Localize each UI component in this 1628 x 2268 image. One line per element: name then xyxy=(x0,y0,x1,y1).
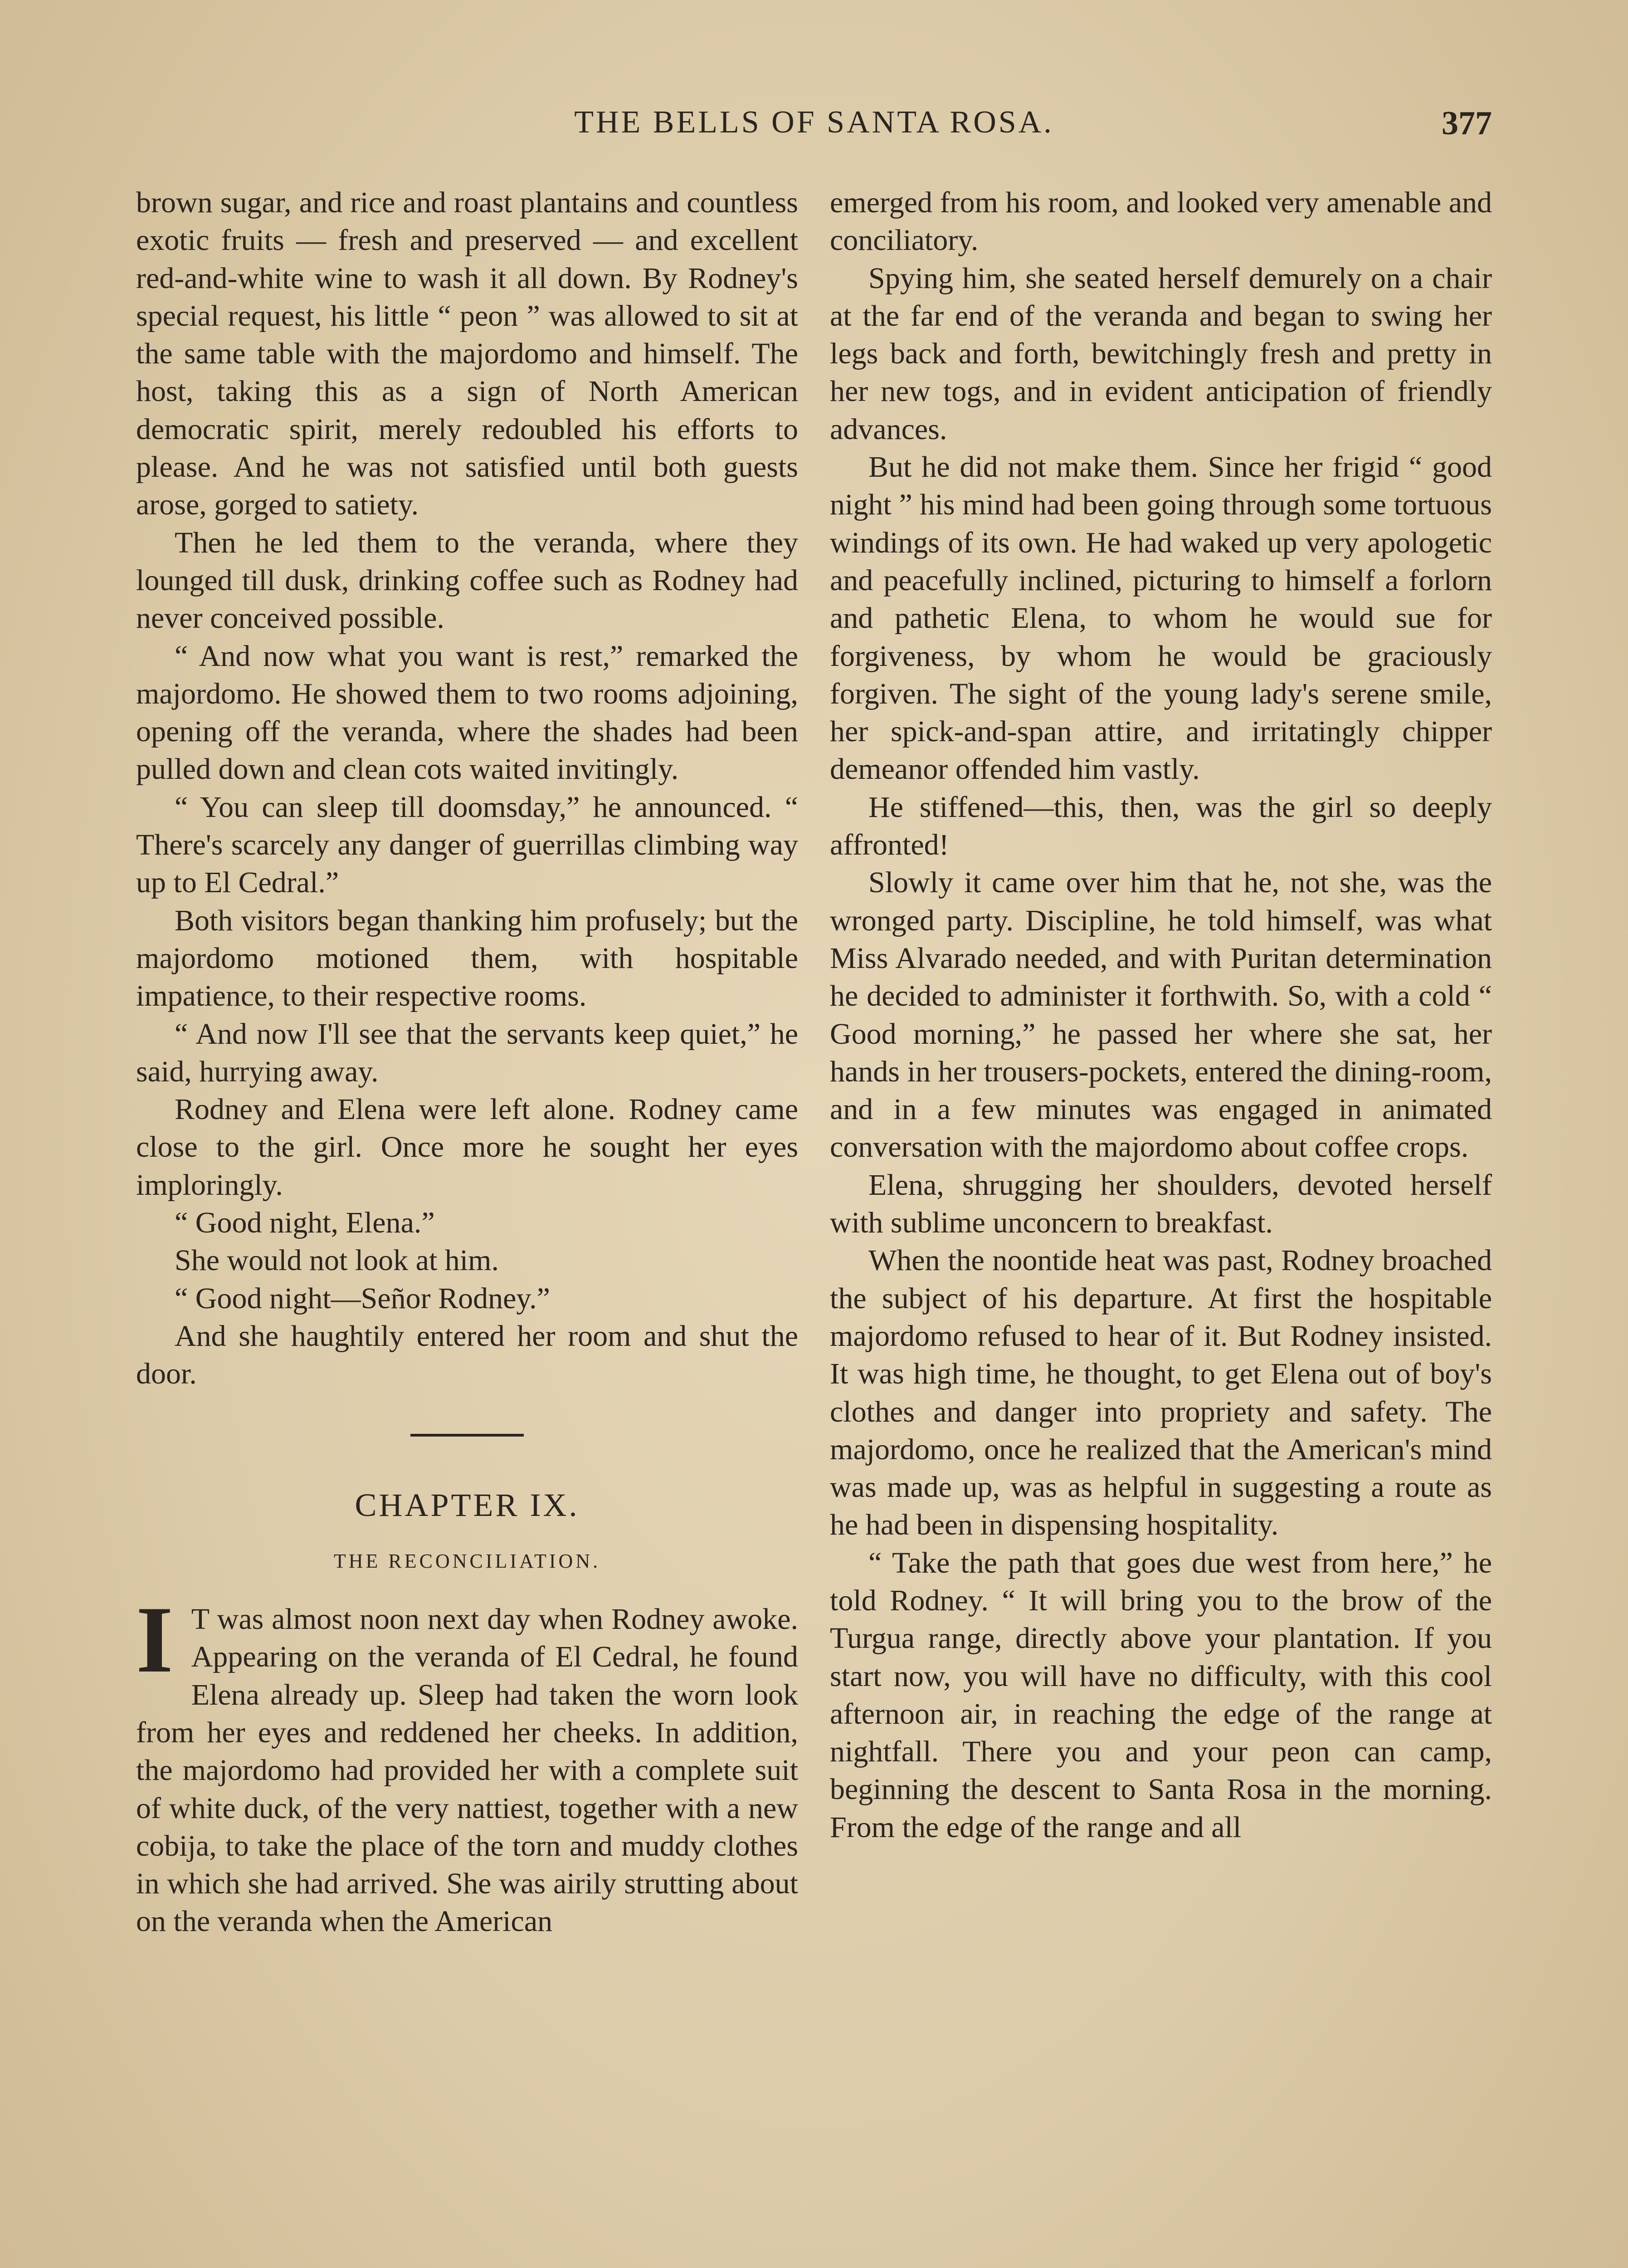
paragraph: “ And now what you want is rest,” remarked the majordomo. He showed them to two rooms adjoining, opening off the veranda, where the shades had been pulled down and clean cots waited invitingly. xyxy=(136,639,798,786)
section-divider xyxy=(410,1434,524,1437)
page-number: 377 xyxy=(1442,105,1492,142)
paragraph: But he did not make them. Since her frigid “ good night ” his mind had been going through some tortuous windings of its own. He had waked up very apologetic and peacefully inclined, picturing to himself a forlorn and pathetic Elena, to whom he would sue for forgiveness, by whom he would be graciously forgiven. The sight of the young lady's serene smile, her spick-and-span attire, and irritatingly chipper demeanor offended him vastly. xyxy=(830,450,1492,786)
left-column xyxy=(136,184,798,1941)
paragraph: emerged from his room, and looked very amenable and conciliatory. xyxy=(830,186,1492,257)
chapter-title: CHAPTER IX. xyxy=(355,1486,580,1523)
paragraph: Both visitors began thanking him profusely; but the majordomo motioned them, with hospitable impatience, to their respective rooms. xyxy=(136,904,798,1013)
paragraph: “ Take the path that goes due west from here,” he told Rodney. “ It will bring you to the brow of the Turgua range, directly above your plantation. If you start now, you will have no difficulty, with this cool afternoon air, in reaching the edge of the range at nightfall. There you and your peon can camp, beginning the descent to Santa Rosa in the morning. From the edge of the range and all xyxy=(830,1546,1492,1844)
paragraph: brown sugar, and rice and roast plantains and countless exotic fruits — fresh and preserved — and excellent red-and-white wine to wash it all down. By Rodney's special request, his little “ peon ” was allowed to sit at the same table with the majordomo and himself. The host, taking this as a sign of North American democratic spirit, merely redoubled his efforts to please. And he was not satisfied until both guests arose, gorged to satiety. xyxy=(136,186,798,522)
paragraph: Spying him, she seated herself demurely on a chair at the far end of the veranda and began to swing her legs back and forth, bewitchingly fresh and pretty in her new togs, and in evident anticipation of friendly advances. xyxy=(830,261,1492,446)
running-title: THE BELLS OF SANTA ROSA. xyxy=(574,105,1054,140)
paragraph: Rodney and Elena were left alone. Rodney came close to the girl. Once more he sought her eyes imploringly. xyxy=(136,1093,798,1202)
chapter-opening-paragraph xyxy=(136,1587,798,1941)
right-column xyxy=(830,184,1492,1846)
chapter-subtitle: THE RECONCILIATION. xyxy=(333,1549,601,1572)
paragraph: Elena, shrugging her shoulders, devoted herself with sublime unconcern to breakfast. xyxy=(830,1168,1492,1240)
running-head xyxy=(136,104,1492,154)
paragraph: He stiffened—this, then, was the girl so deeply affronted! xyxy=(830,790,1492,862)
paragraph: “ Good night, Elena.” xyxy=(175,1206,435,1240)
opening-text: T was almost noon next day when Rodney awoke. Appearing on the veranda of El Cedral, he found Elena already up. Sleep had taken the worn look from her eyes and reddened her cheeks. In addition, the majordomo had provided her with a complete suit of white duck, of the very nattiest, together with a new cobija, to take the place of the torn and muddy clothes in which she had arrived. She was airily strutting about on the veranda when the American xyxy=(136,1603,798,1938)
paragraph: She would not look at him. xyxy=(175,1244,499,1277)
paragraph: “ And now I'll see that the servants keep quiet,” he said, hurrying away. xyxy=(136,1017,798,1088)
paragraph: Then he led them to the veranda, where they lounged till dusk, drinking coffee such as Rodney had never conceived possible. xyxy=(136,526,798,635)
drop-cap: I xyxy=(136,1587,173,1693)
paragraph: When the noontide heat was past, Rodney broached the subject of his departure. At first the hospitable majordomo refused to hear of it. But Rodney insisted. It was high time, he thought, to get Elena out of boy's clothes and danger into propriety and safety. The majordomo, once he realized that the American's mind was made up, was as helpful in suggesting a route as he had been in dispensing hospitality. xyxy=(830,1244,1492,1542)
paragraph: “ You can sleep till doomsday,” he announced. “ There's scarcely any danger of guerrillas climbing way up to El Cedral.” xyxy=(136,790,798,899)
paragraph: And she haughtily entered her room and shut the door. xyxy=(136,1319,798,1391)
paragraph: Slowly it came over him that he, not she, was the wronged party. Discipline, he told himself, was what Miss Alvarado needed, and with Puritan determination he decided to administer it forthwith. So, with a cold “ Good morning,” he passed her where she sat, her hands in her trousers-pockets, entered the dining-room, and in a few minutes was engaged in animated conversation with the majordomo about coffee crops. xyxy=(830,866,1492,1164)
paragraph: “ Good night—Señor Rodney.” xyxy=(175,1281,550,1315)
